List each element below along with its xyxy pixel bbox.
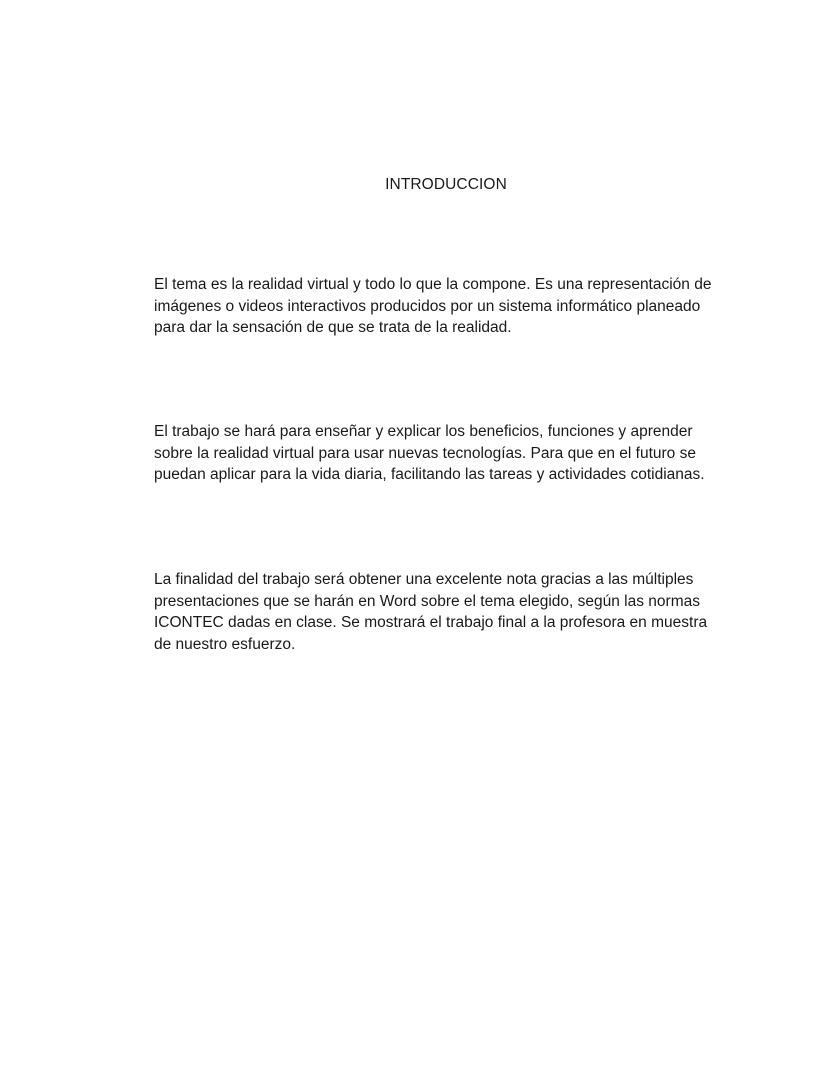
page-title: INTRODUCCION [385, 176, 507, 193]
paragraph-purpose: El trabajo se hará para enseñar y explicar los beneficios, funciones y aprender sobre la realidad virtual para usar nuevas tecnologías. Para que en el futuro se puedan aplicar para la vida diaria, facilitando las tareas y actividades cotidianas. [154, 423, 705, 483]
paragraph-topic: El tema es la realidad virtual y todo lo que la compone. Es una representación de imágenes o videos interactivos producidos por un sistema informático planeado para dar la sensación de que se trata de la realidad. [154, 276, 712, 336]
paragraph-goal: La finalidad del trabajo será obtener una excelente nota gracias a las múltiples presentaciones que se harán en Word sobre el tema elegido, según las normas ICONTEC dadas en clase. Se mostrará el trabajo final a la profesora en muestra de nuestro esfuerzo. [154, 571, 708, 653]
